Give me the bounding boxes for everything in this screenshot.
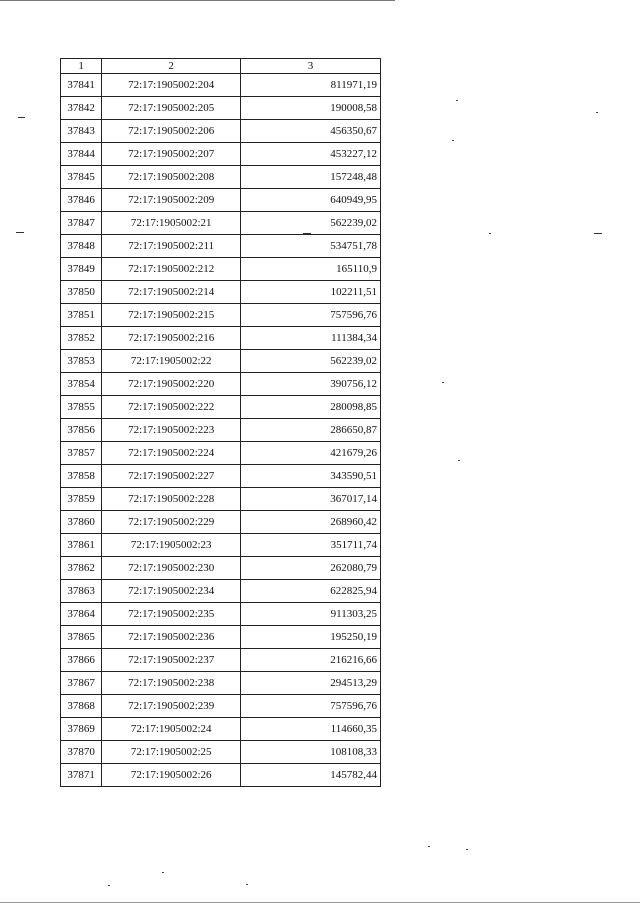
- scan-speck: [246, 884, 248, 885]
- cadastral-number-cell: 72:17:1905002:23: [102, 534, 241, 557]
- row-number-cell: 37859: [61, 488, 102, 511]
- value-cell: 757596,76: [241, 304, 381, 327]
- cadastral-number-cell: 72:17:1905002:236: [102, 626, 241, 649]
- value-cell: 343590,51: [241, 465, 381, 488]
- value-cell: 640949,95: [241, 189, 381, 212]
- table-row: [61, 580, 381, 603]
- cadastral-number-cell: 72:17:1905002:26: [102, 764, 241, 787]
- row-number-cell: 37851: [61, 304, 102, 327]
- table-row: [61, 442, 381, 465]
- row-number-cell: 37869: [61, 718, 102, 741]
- row-number-cell: 37854: [61, 373, 102, 396]
- row-number-cell: 37863: [61, 580, 102, 603]
- cadastral-number-cell: 72:17:1905002:209: [102, 189, 241, 212]
- value-cell: 216216,66: [241, 649, 381, 672]
- table-row: [61, 626, 381, 649]
- table-row: [61, 304, 381, 327]
- registry-table: [60, 58, 381, 787]
- value-cell: 108108,33: [241, 741, 381, 764]
- column-header: 3: [241, 59, 381, 74]
- table-row: [61, 741, 381, 764]
- row-number-cell: 37856: [61, 419, 102, 442]
- row-number-cell: 37866: [61, 649, 102, 672]
- table-row: [61, 672, 381, 695]
- cadastral-number-cell: 72:17:1905002:224: [102, 442, 241, 465]
- cadastral-number-cell: 72:17:1905002:204: [102, 74, 241, 97]
- scan-speck: [466, 849, 468, 850]
- table-row: [61, 603, 381, 626]
- row-number-cell: 37857: [61, 442, 102, 465]
- row-number-cell: 37867: [61, 672, 102, 695]
- cadastral-number-cell: 72:17:1905002:239: [102, 695, 241, 718]
- margin-mark: [16, 232, 24, 233]
- cadastral-number-cell: 72:17:1905002:207: [102, 143, 241, 166]
- scan-speck: [162, 872, 164, 873]
- row-number-cell: 37864: [61, 603, 102, 626]
- value-cell: 367017,14: [241, 488, 381, 511]
- table-row: [61, 350, 381, 373]
- value-cell: 453227,12: [241, 143, 381, 166]
- table-row: [61, 189, 381, 212]
- scan-speck: [428, 846, 430, 847]
- value-cell: 262080,79: [241, 557, 381, 580]
- table-row: [61, 373, 381, 396]
- page-top-rule: [0, 0, 395, 1]
- cadastral-number-cell: 72:17:1905002:214: [102, 281, 241, 304]
- value-cell: 195250,19: [241, 626, 381, 649]
- table-row: [61, 419, 381, 442]
- page-bottom-rule: [0, 902, 640, 903]
- cadastral-number-cell: 72:17:1905002:230: [102, 557, 241, 580]
- row-number-cell: 37842: [61, 97, 102, 120]
- value-cell: 280098,85: [241, 396, 381, 419]
- value-cell: 165110,9: [241, 258, 381, 281]
- table-header-row: [61, 59, 381, 74]
- value-cell: 145782,44: [241, 764, 381, 787]
- cadastral-number-cell: 72:17:1905002:215: [102, 304, 241, 327]
- column-header: 1: [61, 59, 102, 74]
- cadastral-number-cell: 72:17:1905002:237: [102, 649, 241, 672]
- cadastral-number-cell: 72:17:1905002:22: [102, 350, 241, 373]
- table-row: [61, 511, 381, 534]
- value-cell: 622825,94: [241, 580, 381, 603]
- row-number-cell: 37860: [61, 511, 102, 534]
- table-row: [61, 557, 381, 580]
- cadastral-number-cell: 72:17:1905002:24: [102, 718, 241, 741]
- table-row: [61, 166, 381, 189]
- row-number-cell: 37846: [61, 189, 102, 212]
- row-number-cell: 37861: [61, 534, 102, 557]
- row-number-cell: 37855: [61, 396, 102, 419]
- cadastral-number-cell: 72:17:1905002:211: [102, 235, 241, 258]
- row-number-cell: 37848: [61, 235, 102, 258]
- table-row: [61, 120, 381, 143]
- value-cell: 456350,67: [241, 120, 381, 143]
- cadastral-number-cell: 72:17:1905002:222: [102, 396, 241, 419]
- value-cell: 562239,02: [241, 350, 381, 373]
- table-row: [61, 396, 381, 419]
- value-cell: 351711,74: [241, 534, 381, 557]
- table-row: [61, 258, 381, 281]
- cadastral-number-cell: 72:17:1905002:238: [102, 672, 241, 695]
- cadastral-number-cell: 72:17:1905002:216: [102, 327, 241, 350]
- value-cell: 190008,58: [241, 97, 381, 120]
- value-cell: 268960,42: [241, 511, 381, 534]
- value-cell: 534751,78: [241, 235, 381, 258]
- cadastral-number-cell: 72:17:1905002:212: [102, 258, 241, 281]
- table-row: [61, 235, 381, 258]
- scan-speck: [458, 460, 460, 461]
- cadastral-number-cell: 72:17:1905002:229: [102, 511, 241, 534]
- value-cell: 390756,12: [241, 373, 381, 396]
- margin-mark: [18, 117, 25, 118]
- scan-speck: [108, 885, 110, 886]
- table-row: [61, 649, 381, 672]
- value-cell: 102211,51: [241, 281, 381, 304]
- scan-speck: [456, 100, 458, 101]
- row-number-cell: 37858: [61, 465, 102, 488]
- row-number-cell: 37841: [61, 74, 102, 97]
- value-cell: 421679,26: [241, 442, 381, 465]
- row-number-cell: 37844: [61, 143, 102, 166]
- row-number-cell: 37865: [61, 626, 102, 649]
- table-row: [61, 718, 381, 741]
- cadastral-number-cell: 72:17:1905002:206: [102, 120, 241, 143]
- value-cell: 294513,29: [241, 672, 381, 695]
- value-cell: 111384,34: [241, 327, 381, 350]
- value-cell: 157248,48: [241, 166, 381, 189]
- value-cell: 911303,25: [241, 603, 381, 626]
- cadastral-number-cell: 72:17:1905002:234: [102, 580, 241, 603]
- cadastral-number-cell: 72:17:1905002:227: [102, 465, 241, 488]
- cadastral-number-cell: 72:17:1905002:223: [102, 419, 241, 442]
- row-number-cell: 37847: [61, 212, 102, 235]
- row-number-cell: 37852: [61, 327, 102, 350]
- scan-speck: [596, 112, 598, 113]
- table-row: [61, 695, 381, 718]
- value-cell: 757596,76: [241, 695, 381, 718]
- table-row: [61, 97, 381, 120]
- cadastral-number-cell: 72:17:1905002:220: [102, 373, 241, 396]
- scan-speck: [442, 382, 444, 383]
- cadastral-number-cell: 72:17:1905002:208: [102, 166, 241, 189]
- table-row: [61, 488, 381, 511]
- row-number-cell: 37862: [61, 557, 102, 580]
- table-row: [61, 74, 381, 97]
- row-number-cell: 37843: [61, 120, 102, 143]
- scan-speck: [489, 233, 491, 234]
- table-row: [61, 465, 381, 488]
- table-row: [61, 143, 381, 166]
- cadastral-number-cell: 72:17:1905002:228: [102, 488, 241, 511]
- table-row: [61, 327, 381, 350]
- row-number-cell: 37871: [61, 764, 102, 787]
- table-row: [61, 764, 381, 787]
- cadastral-number-cell: 72:17:1905002:21: [102, 212, 241, 235]
- value-cell: 286650,87: [241, 419, 381, 442]
- table-row: [61, 281, 381, 304]
- column-header: 2: [102, 59, 241, 74]
- row-number-cell: 37853: [61, 350, 102, 373]
- table-row: [61, 534, 381, 557]
- row-number-cell: 37870: [61, 741, 102, 764]
- table-row: [61, 212, 381, 235]
- value-cell: 114660,35: [241, 718, 381, 741]
- cadastral-number-cell: 72:17:1905002:235: [102, 603, 241, 626]
- row-number-cell: 37868: [61, 695, 102, 718]
- cadastral-number-cell: 72:17:1905002:25: [102, 741, 241, 764]
- row-number-cell: 37849: [61, 258, 102, 281]
- margin-mark: [594, 233, 602, 234]
- value-cell: 562239,02: [241, 212, 381, 235]
- value-cell: 811971,19: [241, 74, 381, 97]
- cadastral-number-cell: 72:17:1905002:205: [102, 97, 241, 120]
- scan-speck: [452, 140, 454, 141]
- row-number-cell: 37850: [61, 281, 102, 304]
- row-number-cell: 37845: [61, 166, 102, 189]
